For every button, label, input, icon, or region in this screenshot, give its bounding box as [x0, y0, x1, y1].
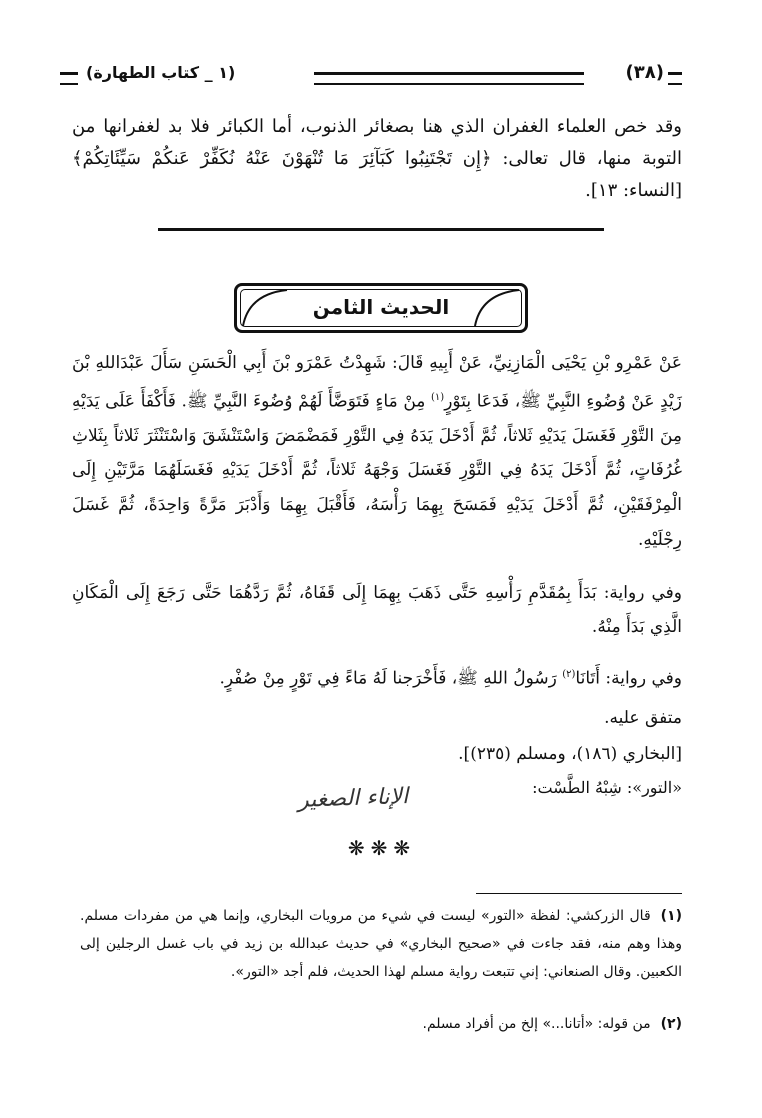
hadith-text	[72, 346, 682, 557]
hadith-title: الحديث الثامن	[312, 295, 450, 319]
footnote-1-text: قال الزركشي: لفظة «التور» ليست في شيء من مرويات البخاري، وإنما هي من مفردات مسلم. وهذا وهم منه، فقد جاءت في «صحيح البخاري» في حديث عبدالله بن زيد في باب غسل الرجلين إلى الكعبين. وقال الصنعاني: إني تتبعت رواية مسلم لهذا الحديث، فلم أجد «التور».	[80, 908, 682, 980]
header-rule-right	[668, 72, 682, 85]
footnote-2-text: من قوله: «أتانا...» إلخ من أفراد مسلم.	[422, 1016, 651, 1032]
header-rule-left	[60, 72, 78, 85]
footnote-2-number: (٢)	[660, 1016, 682, 1032]
footnote-rule	[476, 893, 682, 894]
riwaya-2-part-1: وفي رواية: أَتَانَا	[575, 668, 682, 689]
sources-citation: [البخاري (١٨٦)، ومسلم (٢٣٥)].	[458, 744, 682, 764]
running-header	[60, 62, 682, 90]
separator-stars: ❋❋❋	[347, 836, 417, 860]
handwritten-note: الإناء الصغير	[297, 784, 409, 813]
glossary-entry: «التور»: شِبْهُ الطَّسْت:	[532, 778, 682, 797]
hadith-text-part-1: عَنْ عَمْرِو بْنِ يَحْيَى الْمَازِنِيِّ، عَنْ أَبِيهِ قَالَ: شَهِدْتُ عَمْرَو بْنَ أَبِي الْحَسَنِ سَأَلَ عَبْدَاللهِ بْنَ زَيْدٍ عَنْ وُضُوءِ النَّبِيِّ ﷺ، فَدَعَا بِتَوْرٍ	[72, 353, 682, 412]
footnote-1-number: (١)	[660, 908, 682, 924]
page-number: (٣٨)	[625, 62, 664, 83]
footnote-2	[80, 1010, 682, 1038]
footnote-1	[80, 902, 682, 986]
footnote-marker-2[interactable]: (٢)	[562, 669, 576, 680]
section-divider	[158, 228, 604, 231]
riwaya-2-part-2: رَسُولُ اللهِ ﷺ، فَأَخْرَجنا لَهُ مَاءً فِي تَوْرٍ مِنْ صُفْرٍ.	[219, 668, 563, 689]
hadith-title-box	[234, 283, 528, 333]
running-title: (١ _ كتاب الطهارة)	[86, 63, 236, 82]
riwaya-1: وفي رواية: بَدَأَ بِمُقَدَّمِ رَأْسِهِ حَتَّى ذَهَبَ بِهِمَا إِلَى قَفَاهُ، ثُمَّ رَدَّهُمَا حَتَّى رَجَعَ إِلَى الْمَكَانِ الَّذِي بَدَأَ مِنْهُ.	[72, 583, 682, 637]
intro-paragraph: وقد خص العلماء الغفران الذي هنا بصغائر الذنوب، أما الكبائر فلا بد لغفرانها من التوبة منها، قال تعالى: ﴿إِن تَجْتَنِبُوا كَبَآئِرَ مَا تُنْهَوْنَ عَنْهُ نُكَفِّرْ عَنكُمْ سَيِّئَاتِكُمْ﴾ [النساء: ١٣].	[72, 116, 682, 201]
footnote-marker-1[interactable]: (١)	[431, 391, 445, 403]
header-rule-middle	[314, 72, 584, 85]
hadith-text-part-2: مِنْ مَاءٍ فَتَوَضَّأَ لَهُمْ وُضُوءَ النَّبِيِّ ﷺ. فَأَكْفَأَ عَلَى يَدَيْهِ مِنَ التَّوْرِ فَغَسَلَ يَدَيْهِ ثَلاثاً، ثُمَّ أَدْخَلَ يَدَهُ فِي التَّوْرِ فَمَضْمَضَ وَاسْتَنْشَقَ وَاسْتَنْثَرَ ثَلاثاً بِثَلاثِ غُرُفَاتٍ، ثُمَّ أَدْخَلَ يَدَهُ فِي التَّوْرِ فَغَسَلَ وَجْهَهُ ثَلاثاً، ثُمَّ أَدْخَلَ يَدَيْهِ فَغَسَلَهُمَا مَرَّتَيْنِ إِلَى الْمِرْفَقَيْنِ، ثُمَّ أَدْخَلَ يَدَيْهِ فَمَسَحَ بِهِمَا رَأْسَهُ، فَأَقْبَلَ بِهِمَا وَأَدْبَرَ مَرَّةً وَاحِدَةً، ثُمَّ غَسَلَ رِجْلَيْهِ.	[72, 391, 682, 550]
riwaya-2	[72, 658, 682, 696]
agreed-upon: متفق عليه.	[604, 708, 682, 728]
